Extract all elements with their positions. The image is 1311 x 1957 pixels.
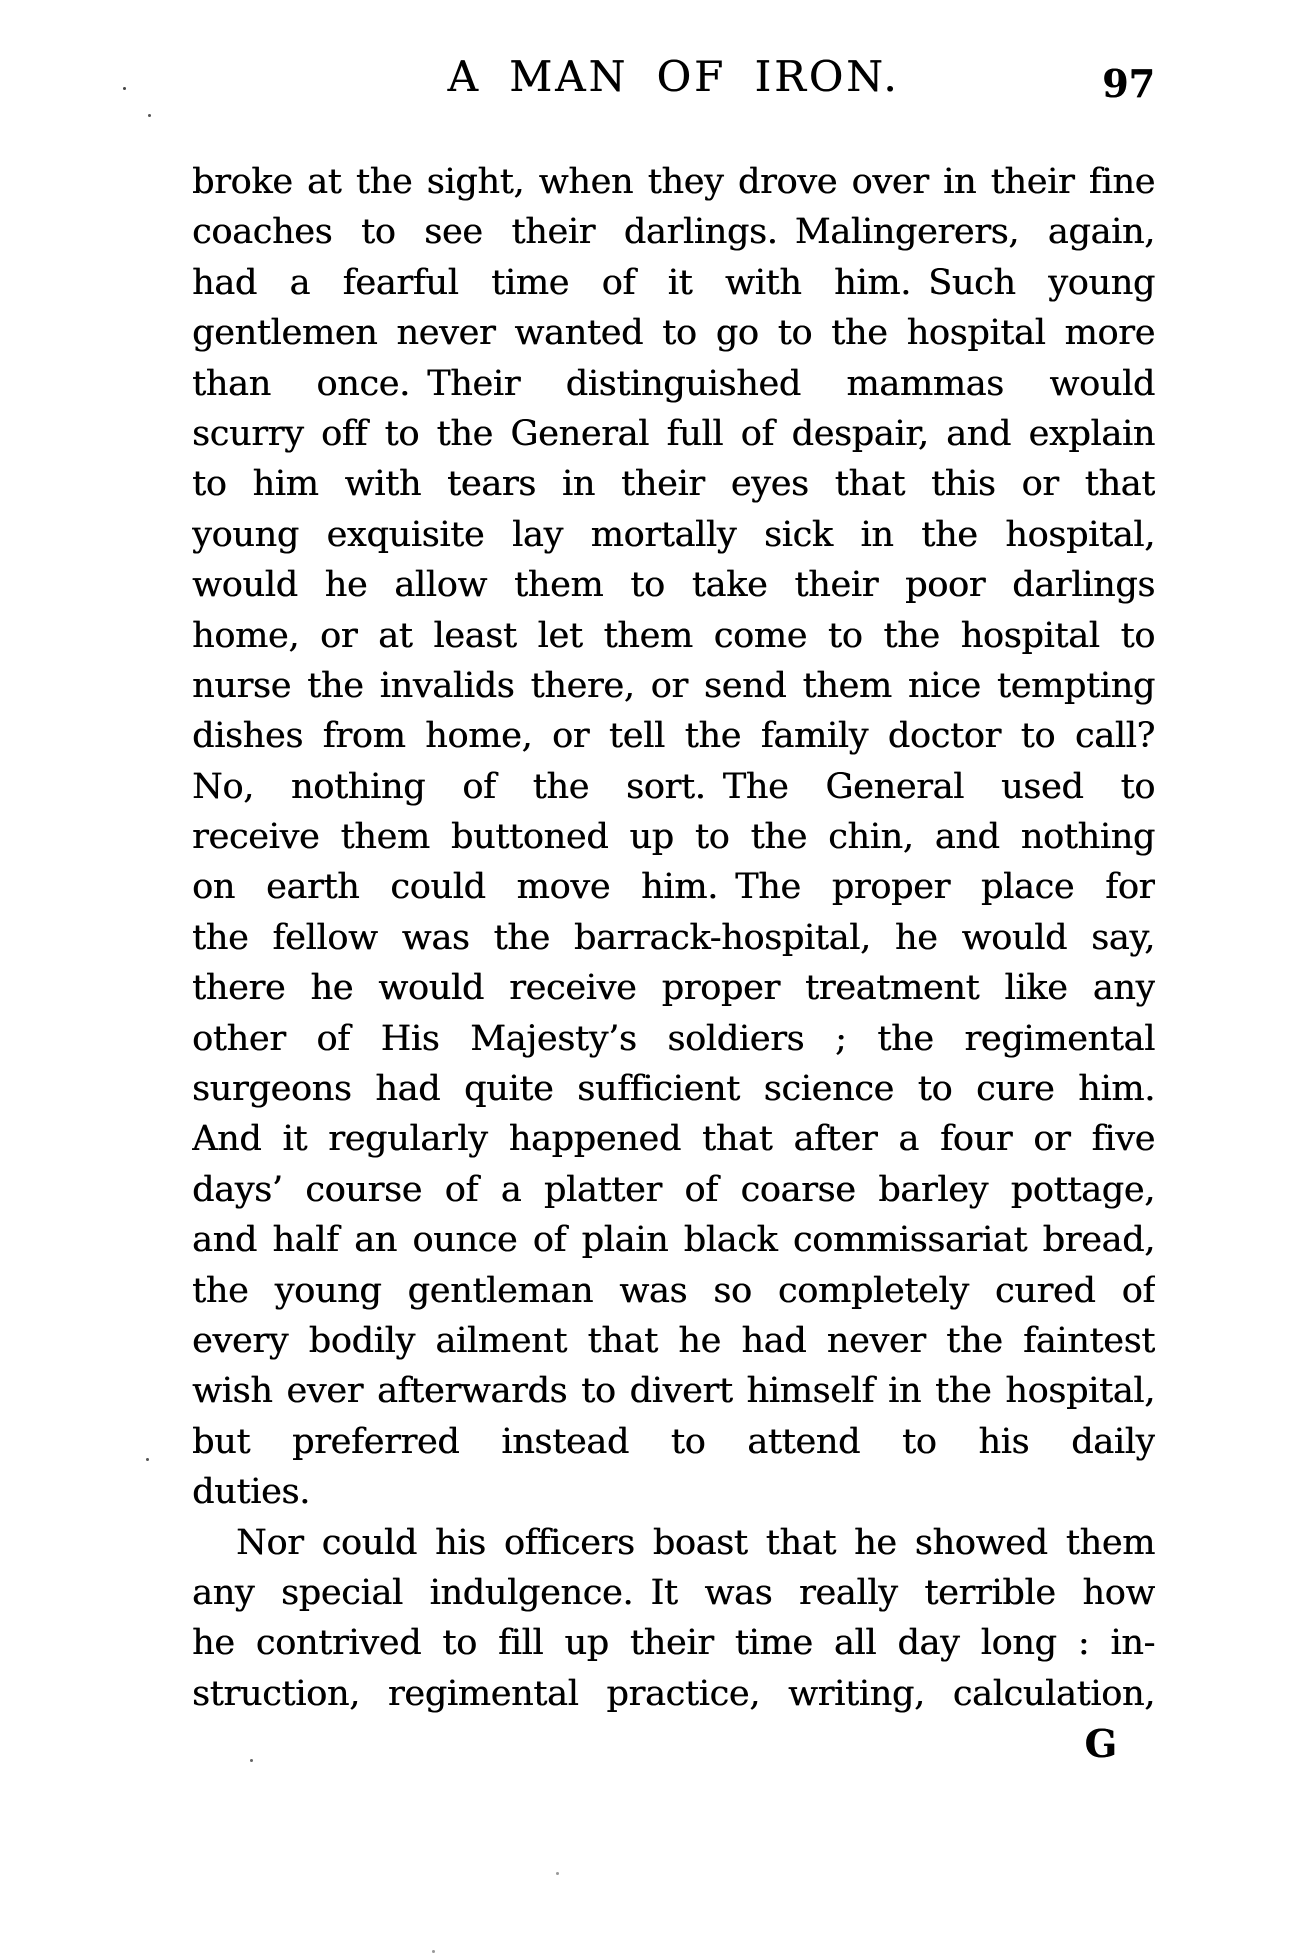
text-line: he contrived to fill up their time all day long : in- — [192, 1623, 1155, 1664]
text-line: struction, regimental practice, writing, calculation, — [192, 1673, 1155, 1714]
text-line: wish ever afterwards to divert himself in the hospital, — [192, 1371, 1155, 1412]
scan-speck — [148, 114, 151, 117]
text-line: but preferred instead to attend to his daily — [192, 1421, 1155, 1462]
running-header: A MAN OF IRON. — [447, 52, 900, 101]
text-line: broke at the sight, when they drove over in their fine — [192, 162, 1155, 202]
text-line: would he allow them to take their poor darlings — [192, 565, 1155, 606]
text-line: nurse the invalids there, or send them nice tempting — [192, 665, 1155, 706]
text-line: there he would receive proper treatment like any — [192, 968, 1155, 1009]
signature-mark: G — [1084, 1721, 1117, 1766]
text-line: dishes from home, or tell the family doctor to call? — [192, 716, 1155, 757]
text-line: coaches to see their darlings. Malingerers, again, — [192, 212, 1155, 253]
text-line: than once. Their distinguished mammas would — [192, 363, 1155, 404]
text-line: surgeons had quite sufficient science to cure him. — [192, 1069, 1155, 1110]
text-line: any special indulgence. It was really terrible how — [192, 1572, 1155, 1613]
text-line: duties. — [192, 1472, 310, 1513]
page-body — [192, 157, 1155, 1719]
scan-speck — [146, 1458, 149, 1461]
text-line: home, or at least let them come to the hospital to — [192, 615, 1155, 656]
text-line: young exquisite lay mortally sick in the hospital, — [192, 514, 1155, 555]
text-line: had a fearful time of it with him. Such young — [192, 262, 1155, 303]
text-line: scurry off to the General full of despair, and explain — [192, 413, 1155, 454]
scan-speck — [432, 1950, 435, 1953]
text-line: the fellow was the barrack-hospital, he would say, — [192, 917, 1155, 958]
text-line: And it regularly happened that after a four or five — [192, 1119, 1155, 1160]
text-line: every bodily ailment that he had never the faintest — [192, 1320, 1155, 1361]
text-line: No, nothing of the sort. The General used to — [192, 766, 1155, 807]
text-line: and half an ounce of plain black commissariat bread, — [192, 1220, 1155, 1261]
text-line: to him with tears in their eyes that this or that — [192, 464, 1155, 505]
page-number: 97 — [1102, 61, 1155, 106]
scan-speck — [556, 1872, 559, 1875]
scan-speck — [250, 1759, 253, 1762]
text-line: on earth could move him. The proper place for — [192, 867, 1155, 908]
scan-speck — [123, 87, 126, 90]
text-line: gentlemen never wanted to go to the hospital more — [192, 313, 1155, 354]
text-line: Nor could his officers boast that he showed them — [236, 1522, 1155, 1563]
text-line: other of His Majesty’s soldiers ; the regimental — [192, 1018, 1155, 1059]
text-line: days’ course of a platter of coarse barley pottage, — [192, 1169, 1155, 1210]
text-line: receive them buttoned up to the chin, and nothing — [192, 817, 1155, 858]
text-line: the young gentleman was so completely cured of — [192, 1270, 1155, 1311]
